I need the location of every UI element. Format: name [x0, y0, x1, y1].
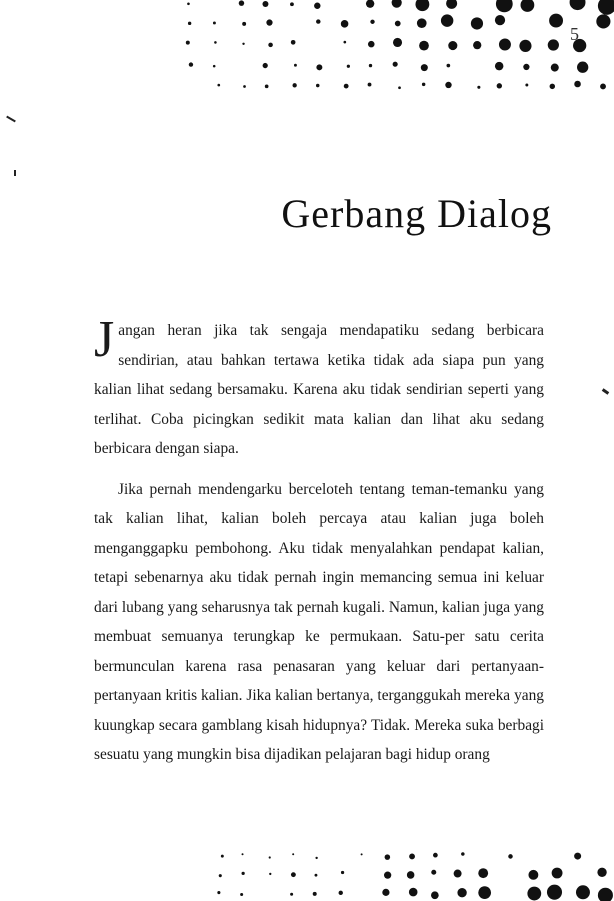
halftone-dot [343, 41, 346, 44]
halftone-dot [477, 86, 480, 89]
halftone-dot [341, 20, 349, 28]
halftone-dot [269, 873, 271, 875]
halftone-dot [570, 0, 586, 10]
halftone-dot [385, 854, 391, 860]
halftone-dot [341, 871, 344, 874]
halftone-dot [551, 64, 559, 72]
halftone-dot [547, 885, 562, 900]
halftone-dot [395, 21, 401, 27]
page-number: 5 [570, 24, 579, 44]
halftone-dot [217, 891, 220, 894]
halftone-dot [382, 889, 389, 896]
halftone-dot [496, 0, 513, 12]
halftone-dot [393, 38, 402, 47]
halftone-dot [242, 43, 244, 45]
halftone-dot [219, 874, 222, 877]
halftone-dot [417, 18, 427, 28]
drop-cap: J [94, 311, 115, 368]
halftone-dot [598, 0, 614, 15]
halftone-dot [409, 854, 415, 860]
halftone-dot [431, 870, 436, 875]
halftone-dot [446, 64, 450, 68]
halftone-dot [457, 888, 466, 897]
halftone-dot [384, 872, 391, 879]
paragraph-1-text: angan heran jika tak sengaja mendapatiku sedang berbicara sendirian, atau bahkan tertawa ketika tidak ada siapa pun yang kalian lihat sedang bersamaku. Karena aku tidak sendirian seperti yang terlihat. Coba picingkan sedikit mata kalian dan lihat aku sedang berbicara dengan siapa. [94, 322, 544, 457]
halftone-dot [189, 62, 193, 66]
halftone-dot [187, 2, 190, 5]
halftone-dot [266, 19, 272, 25]
halftone-dot [369, 64, 372, 67]
halftone-dot [269, 856, 271, 858]
halftone-dot [576, 885, 590, 899]
halftone-dot [217, 84, 220, 87]
halftone-dot [313, 892, 317, 896]
halftone-dot [316, 84, 320, 88]
halftone-dot [265, 85, 269, 89]
halftone-dot [495, 62, 503, 70]
halftone-dot [243, 85, 246, 88]
halftone-dot [497, 83, 502, 88]
paragraph-1 [94, 311, 544, 464]
halftone-dot [419, 41, 429, 51]
halftone-dot [239, 0, 244, 5]
halftone-dot [441, 14, 453, 26]
halftone-dot [525, 83, 528, 86]
page-speck [14, 170, 16, 176]
halftone-dot [291, 40, 296, 45]
halftone-dot [188, 22, 191, 25]
halftone-dot [421, 64, 428, 71]
halftone-dot [344, 84, 349, 89]
bottom-halftone-decoration [0, 846, 614, 901]
halftone-dot [294, 64, 297, 67]
halftone-dot [574, 853, 581, 860]
halftone-dot [316, 64, 322, 70]
halftone-dot [431, 891, 439, 899]
halftone-dot [574, 81, 581, 88]
halftone-dot [600, 84, 606, 90]
halftone-dot [290, 893, 293, 896]
halftone-dot [478, 886, 491, 899]
halftone-dot [291, 872, 296, 877]
halftone-dot [368, 83, 372, 87]
halftone-dot [577, 62, 588, 73]
halftone-dot [268, 43, 273, 48]
halftone-dot [290, 2, 294, 6]
halftone-dot [315, 874, 318, 877]
halftone-dot [597, 868, 606, 877]
halftone-dot [366, 0, 374, 8]
halftone-dot [415, 0, 429, 11]
halftone-dot [596, 14, 610, 28]
halftone-dot [262, 1, 268, 7]
halftone-dot [527, 887, 541, 901]
halftone-dot [407, 871, 415, 879]
halftone-dot [398, 86, 401, 89]
halftone-dot [347, 65, 350, 68]
halftone-dot [315, 857, 317, 859]
halftone-dot [316, 19, 320, 23]
halftone-dot [521, 0, 535, 12]
halftone-dot [221, 855, 224, 858]
halftone-dot [422, 83, 425, 86]
halftone-dot [454, 870, 462, 878]
page-speck [602, 388, 609, 394]
halftone-dot [461, 852, 464, 855]
halftone-dot [552, 868, 563, 879]
halftone-dot [242, 853, 244, 855]
halftone-dot [445, 82, 451, 88]
halftone-dot [213, 22, 216, 25]
halftone-dot [548, 39, 559, 50]
halftone-dot [550, 84, 555, 89]
halftone-dot [361, 853, 363, 855]
halftone-dot [473, 41, 481, 49]
halftone-dot [508, 854, 513, 859]
halftone-dot [242, 22, 246, 26]
halftone-dot [214, 41, 217, 44]
halftone-dot [471, 17, 483, 29]
halftone-dot [495, 15, 505, 25]
halftone-dot [292, 853, 294, 855]
halftone-dot [549, 14, 563, 28]
top-halftone-decoration [0, 0, 614, 100]
halftone-dot [368, 41, 375, 48]
halftone-dot [598, 888, 613, 901]
halftone-dot [314, 3, 320, 9]
halftone-dot [370, 20, 374, 24]
halftone-dot [242, 872, 245, 875]
paragraph-2: Jika pernah mendengarku berceloteh tentang teman-temanku yang tak kalian lihat, kalian boleh percaya atau kalian juga boleh menganggapku pembohong. Aku tidak menyalahkan pendapat kalian, tetapi sebenarnya aku tidak pernah ingin memancing semua ini keluar dari lubang yang seharusnya tak pernah kugali. Namun, kalian juga yang membuat semuanya terungkap ke permukaan. Satu-per satu cerita bermunculan karena rasa penasaran yang keluar dari pertanyaan-pertanyaan kritis kalian. Jika kalian bertanya, terganggukah mereka yang kuungkap secara gamblang kisah hidupnya? Tidak. Mereka suka berbagi sesuatu yang mungkin bisa dijadikan pelajaran bagi hidup orang [94, 480, 544, 763]
halftone-dot [186, 41, 190, 45]
halftone-dot [528, 870, 538, 880]
halftone-dot [393, 62, 398, 67]
halftone-dot [519, 40, 531, 52]
halftone-dot [392, 0, 402, 8]
halftone-dot [446, 0, 457, 9]
chapter-title: Gerbang Dialog [281, 191, 552, 236]
halftone-dot [478, 868, 488, 878]
halftone-dot [263, 63, 268, 68]
halftone-dot [433, 853, 438, 858]
page-speck [6, 116, 16, 123]
halftone-dot [499, 39, 511, 51]
halftone-dot [292, 83, 296, 87]
halftone-dot [213, 65, 216, 68]
halftone-dot [409, 888, 418, 897]
halftone-dot [523, 64, 529, 70]
halftone-dot [339, 891, 343, 895]
chapter-body [94, 311, 544, 770]
halftone-dot [448, 41, 457, 50]
halftone-dot [240, 893, 243, 896]
